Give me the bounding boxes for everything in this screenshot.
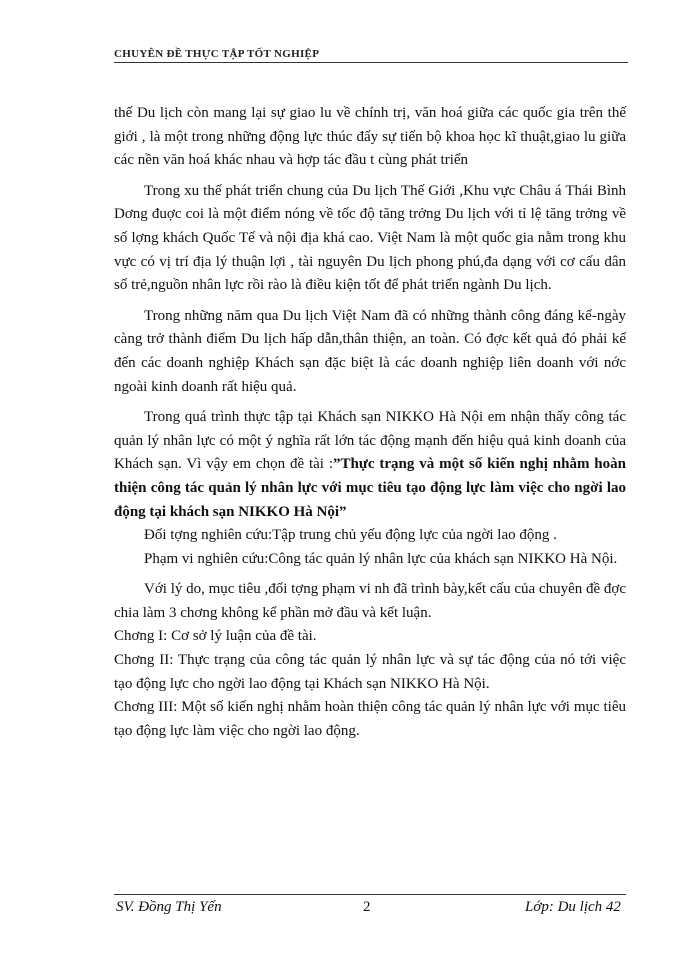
paragraph-3: Trong những năm qua Du lịch Việt Nam đã có những thành công đáng kể-ngày càng trở thành điểm Du lịch hấp dẫn,thân thiện, an toàn. Có đợc kết quả đó phải kể đến các doanh nghiệp Khách sạn đặc biệt là các doanh nghiệp liên doanh với nớc ngoài kinh doanh rất hiệu quả. (114, 307, 626, 395)
footer-student: SV. Đồng Thị Yến (116, 899, 222, 915)
chapter-1: Chơng I: Cơ sở lý luận của đề tài. (114, 628, 317, 645)
topic-title: ”Thực trạng và một số kiến nghị nhằm hoàn thiện công tác quản lý nhân lực với mục tiêu tạo động lực làm việc cho ngời lao động tại khách sạn NIKKO Hà Nội” (114, 456, 626, 520)
header-divider (114, 62, 628, 63)
paragraph-1: thế Du lịch còn mang lại sự giao lu về chính trị, văn hoá giữa các quốc gia trên thế giới , là một trong những động lực thúc đẩy sự tiến bộ khoa học kĩ thuật,giao lu giữa các nền văn hoá khác nhau và hợp tác đầu t cùng phát triển (114, 105, 626, 169)
chapter-3: Chơng III: Một số kiến nghị nhằm hoàn thiện công tác quản lý nhân lực với mục tiêu tạo động lực làm việc cho ngời lao động. (114, 699, 626, 739)
page-header: CHUYÊN ĐỀ THỰC TẬP TỐT NGHIỆP (114, 48, 320, 60)
footer-divider (114, 894, 626, 895)
paragraph-research-scope: Phạm vi nghiên cứu:Công tác quản lý nhân lực của khách sạn NIKKO Hà Nội. (144, 550, 618, 567)
paragraph-4 (114, 406, 626, 524)
paragraph-2: Trong xu thế phát triển chung của Du lịch Thế Giới ,Khu vực Châu á Thái Bình Dơng đuợc coi là một điểm nóng về tốc độ tăng trởng Du lịch với tỉ lệ tăng trởng về số lợng khách Quốc Tế và nội địa khá cao. Việt Nam là một quốc gia nằm trong khu vực có vị trí địa lý thuận lợi , tài nguyên Du lịch phong phú,đa dạng với cơ cấu dân số trẻ,nguồn nhân lực rồi rào là điều kiện tốt để phát triển ngành Du lịch. (114, 182, 626, 294)
paragraph-structure: Với lý do, mục tiêu ,đối tợng phạm vi nh đã trình bày,kết cấu của chuyên đề đợc chia làm 3 chơng không kể phần mở đầu và kết luận. (114, 581, 626, 621)
document-body (114, 102, 626, 743)
footer-class: Lớp: Du lịch 42 (525, 899, 621, 915)
page-number: 2 (363, 899, 371, 915)
paragraph-4-text: Trong quá trình thực tập tại Khách sạn NIKKO Hà Nội em nhận thấy công tác quản lý nhân lực có một ý nghĩa rất lớn tác động mạnh đến hiệu quả kinh doanh của Khách sạn. Vì vậy em chọn đề tài : (114, 409, 626, 473)
paragraph-research-object: Đối tợng nghiên cứu:Tập trung chủ yếu động lực của ngời lao động . (144, 527, 557, 544)
chapter-2: Chơng II: Thực trạng của công tác quản lý nhân lực và sự tác động của nó tới việc tạo động lực cho ngời lao động tại Khách sạn NIKKO Hà Nội. (114, 652, 626, 692)
